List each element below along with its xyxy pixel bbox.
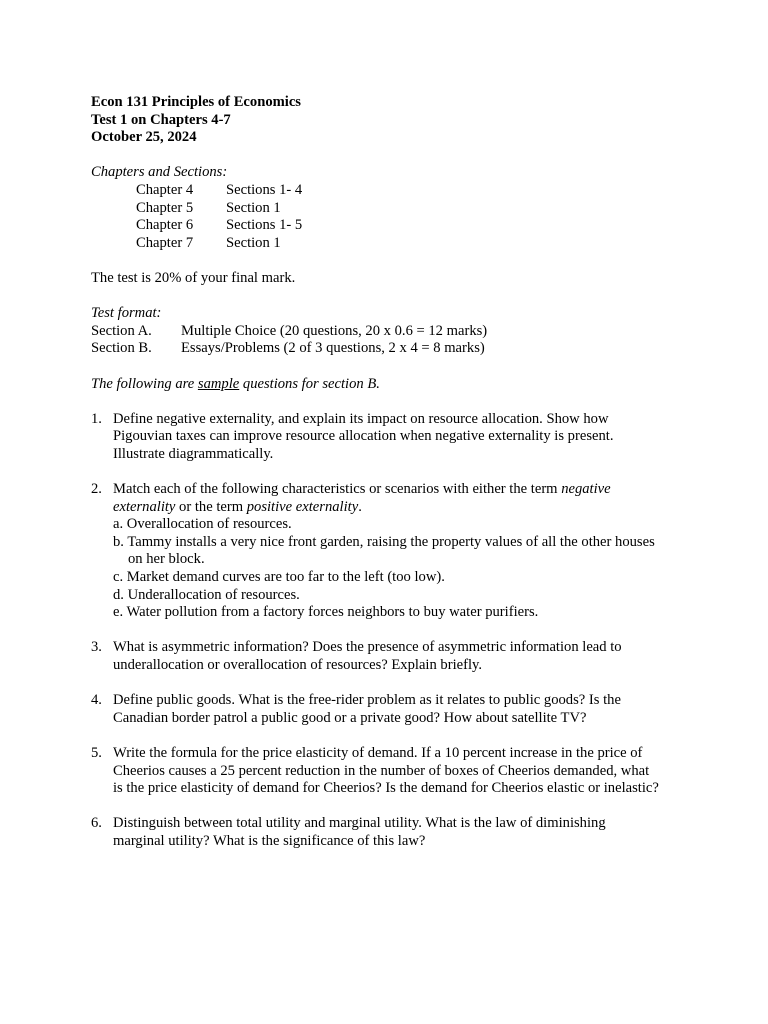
question-text-line: Canadian border patrol a public good or a private good? How about satellite TV?: [113, 709, 587, 726]
course-title: Econ 131 Principles of Economics: [91, 94, 301, 110]
chapter-label: Chapter 7: [136, 234, 194, 251]
question-number: 1.: [91, 410, 102, 427]
question-number: 3.: [91, 639, 102, 656]
sample-intro-post: questions for section B.: [239, 375, 380, 392]
chapter-label: Chapter 4: [136, 181, 194, 198]
question-text-line: Define negative externality, and explain its impact on resource allocation. Show how: [113, 410, 609, 427]
question-text-line: Illustrate diagrammatically.: [113, 445, 274, 462]
question-5: [91, 745, 691, 798]
question-text-line: Cheerios causes a 25 percent reduction in the number of boxes of Cheerios demanded, what: [113, 762, 650, 779]
question-text-line: What is asymmetric information? Does the presence of asymmetric information lead to: [113, 639, 622, 656]
test-title: Test 1 on Chapters 4-7: [91, 111, 231, 128]
q2-term-negative: negative: [561, 481, 611, 498]
q2-item-e: e. Water pollution from a factory forces neighbors to buy water purifiers.: [113, 604, 539, 621]
question-text-line: marginal utility? What is the significance of this law?: [113, 832, 426, 849]
q2-item-a: a. Overallocation of resources.: [113, 516, 292, 533]
format-heading: Test format:: [91, 305, 162, 322]
question-text-line: Distinguish between total utility and marginal utility. What is the law of diminishing: [113, 815, 606, 832]
sample-intro-pre: The following are: [91, 375, 198, 392]
chapter-row: [91, 200, 691, 218]
format-section-label: Section B.: [91, 340, 152, 357]
question-number: 5.: [91, 744, 102, 761]
chapter-label: Chapter 5: [136, 199, 194, 216]
sample-intro: [91, 376, 691, 394]
q2-line2-mid: or the term: [175, 498, 247, 515]
q2-item-c: c. Market demand curves are too far to the left (too low).: [113, 569, 445, 586]
question-1: [91, 411, 691, 464]
document-body: [91, 94, 691, 851]
question-number: 4.: [91, 692, 102, 709]
q2-line1-text: Match each of the following characteristics or scenarios with either the term: [113, 481, 562, 498]
chapter-row: [91, 182, 691, 200]
question-text-line: [113, 499, 691, 517]
q2-item-b-continued: on her block.: [128, 551, 205, 568]
q2-term-externality: externality: [113, 498, 176, 515]
chapter-row: [91, 235, 691, 253]
chapter-label: Chapter 6: [136, 217, 194, 234]
q2-term-positive-externality: positive externality: [246, 498, 359, 515]
chapter-sections: Section 1: [226, 234, 281, 251]
chapters-heading: Chapters and Sections:: [91, 164, 228, 181]
q2-line2-post: .: [358, 498, 362, 515]
format-row: [91, 340, 691, 358]
format-section-desc: Essays/Problems (2 of 3 questions, 2 x 4 = 8 marks): [181, 340, 485, 357]
question-number: 6.: [91, 815, 102, 832]
weight-note: The test is 20% of your final mark.: [91, 269, 296, 286]
question-3: [91, 639, 691, 674]
format-section-desc: Multiple Choice (20 questions, 20 x 0.6 = 12 marks): [181, 322, 488, 339]
question-text-line: underallocation or overallocation of resources? Explain briefly.: [113, 657, 483, 673]
format-section-label: Section A.: [91, 322, 152, 339]
question-number: 2.: [91, 481, 102, 498]
test-date: October 25, 2024: [91, 129, 197, 146]
question-6: [91, 815, 691, 850]
chapter-sections: Sections 1- 4: [226, 181, 303, 198]
sample-intro-underlined: sample: [197, 375, 240, 392]
chapter-sections: Sections 1- 5: [226, 217, 303, 234]
chapter-sections: Section 1: [226, 199, 281, 216]
question-2: [91, 481, 691, 622]
format-row: [91, 323, 691, 341]
question-text-line: Pigouvian taxes can improve resource allocation when negative externality is present.: [113, 428, 614, 445]
chapters-list: [91, 182, 691, 252]
chapter-row: [91, 217, 691, 235]
question-text-line: is the price elasticity of demand for Cheerios? Is the demand for Cheerios elastic or inelastic?: [113, 780, 659, 797]
question-text-line: Define public goods. What is the free-rider problem as it relates to public goods? Is the: [113, 692, 621, 709]
q2-item-b: b. Tammy installs a very nice front garden, raising the property values of all the other houses: [113, 533, 655, 550]
question-text-line: Write the formula for the price elasticity of demand. If a 10 percent increase in the price of: [113, 744, 643, 761]
question-text-line: [113, 481, 691, 499]
q2-item-d: d. Underallocation of resources.: [113, 586, 300, 603]
question-4: [91, 692, 691, 727]
